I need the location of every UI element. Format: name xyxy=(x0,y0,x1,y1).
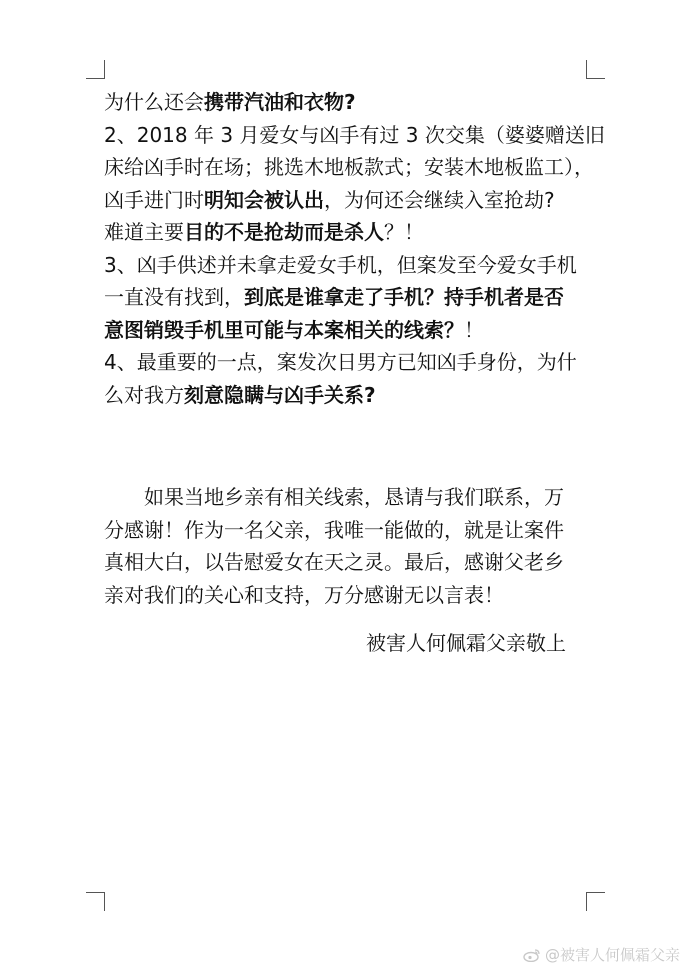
bold-text-run: 意图销毁手机里可能与本案相关的线索？ xyxy=(104,317,464,342)
text-line: 分感谢！作为一名父亲，我唯一能做的，就是让案件 xyxy=(104,517,564,542)
text-line: 真相大白，以告慰爱女在天之灵。最后，感谢父老乡 xyxy=(104,550,564,574)
appeal-paragraph xyxy=(104,481,594,611)
text-line xyxy=(104,119,605,152)
text-run: 3、凶手供述并未拿走爱女手机，但案发至今爱女手机 xyxy=(104,252,577,277)
bold-text-run: 到底是谁拿走了手机？持手机者是否 xyxy=(244,285,564,309)
watermark-text: @被害人何佩霜父亲 xyxy=(544,946,680,964)
text-run: 为什么还会 xyxy=(104,90,204,114)
bold-text-run: 刻意隐瞒与凶手关系? xyxy=(184,382,376,407)
crop-mark-top-left xyxy=(86,60,105,79)
crop-mark-bottom-left xyxy=(86,892,105,911)
text-run: 床给凶手时在场；挑选木地板款式；安装木地板监工）， xyxy=(104,155,594,179)
text-line: 亲对我们的关心和支持，万分感谢无以言表！ xyxy=(104,582,504,607)
text-run: 凶手进门时 xyxy=(104,187,204,212)
text-run: 4、最重要的一点，案发次日男方已知凶手身份，为什 xyxy=(104,350,577,374)
text-line: 如果当地乡亲有相关线索，恳请与我们联系，万 xyxy=(144,485,564,509)
text-line xyxy=(104,151,594,184)
text-run: ！ xyxy=(464,317,484,342)
text-run: 难道主要 xyxy=(104,220,184,244)
crop-mark-top-right xyxy=(586,60,605,79)
text-line xyxy=(104,314,594,347)
text-line xyxy=(104,249,594,282)
text-line xyxy=(104,216,594,249)
text-line xyxy=(104,184,594,217)
crop-mark-bottom-right xyxy=(586,892,605,911)
text-run: ？！ xyxy=(384,220,424,244)
text-line xyxy=(104,379,594,412)
watermark xyxy=(523,944,680,965)
text-run: 一直没有找到， xyxy=(104,285,244,309)
text-run: 2、2018 年 3 月爱女与凶手有过 3 次交集（婆婆赠送旧 xyxy=(104,122,605,147)
weibo-icon xyxy=(523,948,541,962)
text-line xyxy=(104,86,594,119)
signature: 被害人何佩霜父亲敬上 xyxy=(366,631,566,655)
text-run: 么对我方 xyxy=(104,382,184,407)
bold-text-run: 明知会被认出 xyxy=(204,187,324,212)
text-line xyxy=(104,346,594,379)
bold-text-run: 携带汽油和衣物? xyxy=(204,90,356,114)
bold-text-run: 目的不是抢劫而是杀人 xyxy=(184,220,384,244)
questions-paragraph xyxy=(104,86,605,411)
text-line xyxy=(104,281,594,314)
text-run: ，为何还会继续入室抢劫? xyxy=(324,187,555,212)
